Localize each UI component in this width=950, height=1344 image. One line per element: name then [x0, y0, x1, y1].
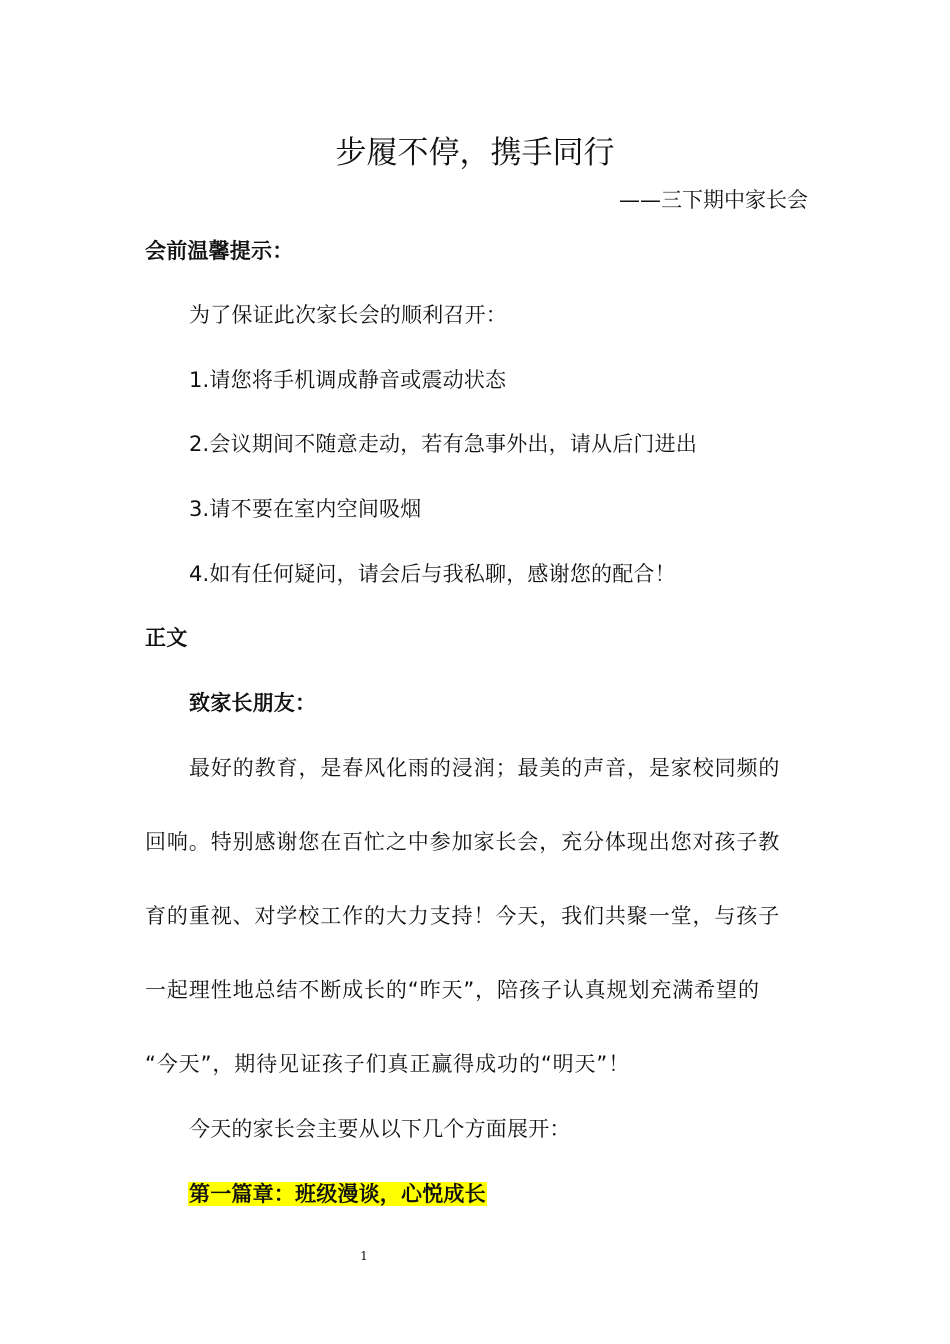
paragraph-line: “今天”，期待见证孩子们真正赢得成功的“明天”！ [145, 1052, 631, 1076]
chapter-heading-highlight: 第一篇章：班级漫谈，心悦成长 [189, 1182, 486, 1206]
chapter-heading [188, 1180, 487, 1208]
reminder-item: 4.如有任何疑问，请会后与我私聊，感谢您的配合！ [189, 562, 676, 586]
reminder-item: 2.会议期间不随意走动，若有急事外出，请从后门进出 [189, 432, 698, 456]
paragraph-line: 一起理性地总结不断成长的“昨天”，陪孩子认真规划充满希望的 [145, 978, 760, 1002]
document-title: 步履不停，携手同行 [335, 135, 615, 171]
agenda-intro: 今天的家长会主要从以下几个方面展开： [189, 1117, 571, 1141]
paragraph-line: 育的重视、对学校工作的大力支持！今天，我们共聚一堂，与孩子 [145, 904, 781, 928]
paragraph-line: 回响。特别感谢您在百忙之中参加家长会，充分体现出您对孩子教 [145, 830, 781, 854]
reminder-item: 1.请您将手机调成静音或震动状态 [189, 368, 507, 392]
paragraph-line: 最好的教育，是春风化雨的浸润；最美的声音，是家校同频的 [189, 756, 781, 780]
reminder-intro: 为了保证此次家长会的顺利召开： [189, 303, 507, 327]
main-heading: 正文 [145, 626, 188, 650]
salutation: 致家长朋友： [189, 691, 317, 715]
page-number: 1 [360, 1249, 368, 1263]
reminder-item: 3.请不要在室内空间吸烟 [189, 497, 422, 521]
document-subtitle: ——三下期中家长会 [619, 188, 808, 212]
reminder-heading: 会前温馨提示： [145, 239, 294, 263]
